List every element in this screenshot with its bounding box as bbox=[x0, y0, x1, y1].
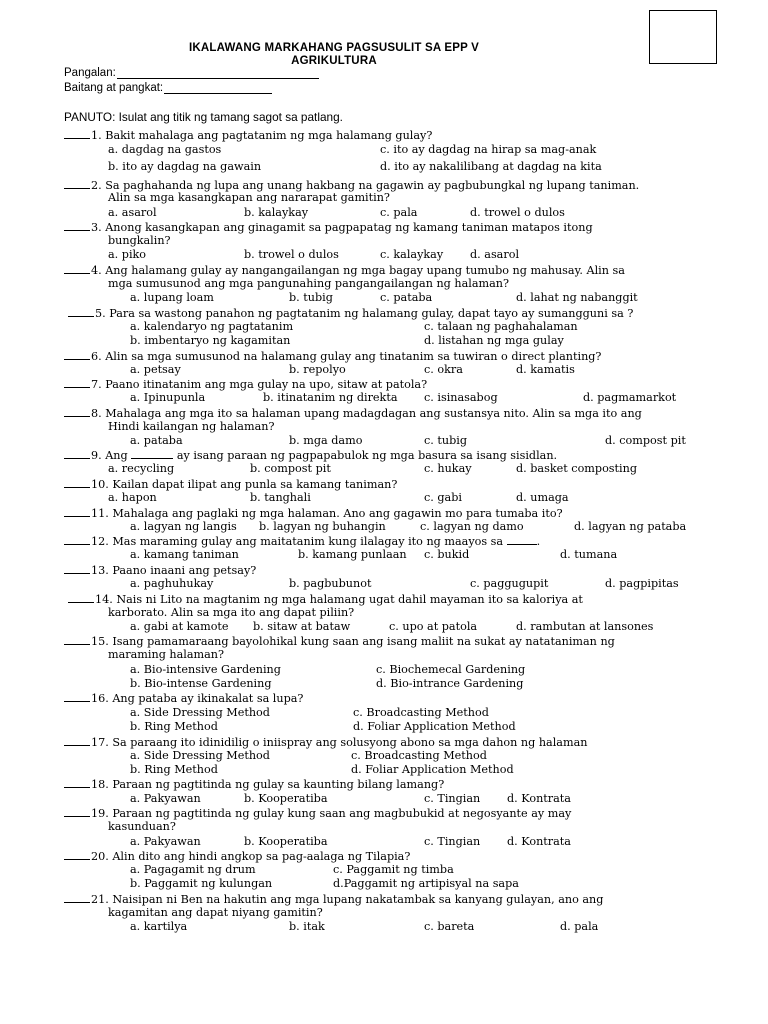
option: a. Ipinupunla bbox=[130, 391, 206, 404]
answer-blank[interactable] bbox=[64, 691, 90, 702]
option: c. hukay bbox=[424, 462, 472, 475]
question-14-cont: karborato. Alin sa mga ito ang dapat piliin? bbox=[108, 606, 355, 619]
option: b. pagbubunot bbox=[289, 577, 372, 590]
answer-blank[interactable] bbox=[68, 306, 94, 317]
answer-blank[interactable] bbox=[64, 377, 90, 388]
question-1: 1. Bakit mahalaga ang pagtatanim ng mga halamang gulay? bbox=[64, 128, 432, 143]
option: a. dagdag na gastos bbox=[108, 143, 222, 156]
option: c. kalaykay bbox=[380, 248, 444, 261]
question-2-cont: Alin sa mga kasangkapan ang nararapat gamitin? bbox=[108, 191, 390, 204]
name-field[interactable] bbox=[64, 67, 319, 79]
answer-blank[interactable] bbox=[64, 735, 90, 746]
option: d. ito ay nakalilibang at dagdag na kita bbox=[380, 160, 602, 173]
option: c. Tingian bbox=[424, 835, 481, 848]
option: d.Paggamit ng artipisyal na sapa bbox=[333, 877, 519, 890]
option: c. ito ay dagdag na hirap sa mag-anak bbox=[380, 143, 597, 156]
question-8-cont: Hindi kailangan ng halaman? bbox=[108, 420, 275, 433]
option: b. imbentaryo ng kagamitan bbox=[130, 334, 291, 347]
question-3: 3. Anong kasangkapan ang ginagamit sa pagpapatag ng kamang taniman matapos itong bbox=[64, 220, 593, 235]
grade-section-field[interactable] bbox=[64, 82, 272, 94]
option: d. trowel o dulos bbox=[470, 206, 565, 219]
option: b. itak bbox=[289, 920, 325, 933]
answer-blank[interactable] bbox=[64, 406, 90, 417]
option: a. Pakyawan bbox=[130, 792, 201, 805]
option: a. lagyan ng langis bbox=[130, 520, 237, 533]
option: d. basket composting bbox=[516, 462, 637, 475]
option: d. compost pit bbox=[605, 434, 686, 447]
option: a. recycling bbox=[108, 462, 175, 475]
option: b. compost pit bbox=[250, 462, 331, 475]
question-5: 5. Para sa wastong panahon ng pagtatanim ng halamang gulay, dapat tayo ay sumangguni sa ? bbox=[68, 306, 633, 321]
question-6: 6. Alin sa mga sumusunod na halamang gulay ang tinatanim sa tuwiran o direct planting? bbox=[64, 349, 601, 364]
option: b. Kooperatiba bbox=[244, 835, 328, 848]
option: a. petsay bbox=[130, 363, 181, 376]
answer-blank[interactable] bbox=[68, 592, 94, 603]
option: a. kalendaryo ng pagtatanim bbox=[130, 320, 294, 333]
option: a. hapon bbox=[108, 491, 157, 504]
question-4: 4. Ang halamang gulay ay nangangailangan ng mga bagay upang tumubo ng mahusay. Alin sa bbox=[64, 263, 625, 278]
question-4-cont: mga sumusunod ang mga pangunahing pangangailangan ng halaman? bbox=[108, 277, 509, 290]
fill-in-blank[interactable] bbox=[507, 534, 537, 545]
question-10: 10. Kailan dapat ilipat ang punla sa kamang taniman? bbox=[64, 477, 397, 492]
option: d. asarol bbox=[470, 248, 520, 261]
option: a. gabi at kamote bbox=[130, 620, 229, 633]
option: d. lagyan ng pataba bbox=[574, 520, 687, 533]
option: c. bareta bbox=[424, 920, 475, 933]
question-18: 18. Paraan ng pagtitinda ng gulay sa kaunting bilang lamang? bbox=[64, 777, 444, 792]
answer-blank[interactable] bbox=[64, 448, 90, 459]
option: c. paggugupit bbox=[470, 577, 549, 590]
option: d. listahan ng mga gulay bbox=[424, 334, 564, 347]
question-16: 16. Ang pataba ay ikinakalat sa lupa? bbox=[64, 691, 303, 706]
answer-blank[interactable] bbox=[64, 806, 90, 817]
grade-label: Baitang at pangkat: bbox=[64, 82, 164, 94]
question-3-cont: bungkalin? bbox=[108, 234, 171, 247]
option: d. Foliar Application Method bbox=[353, 720, 516, 733]
option: d. Bio-intrance Gardening bbox=[376, 677, 524, 690]
answer-blank[interactable] bbox=[64, 349, 90, 360]
option: d. lahat ng nabanggit bbox=[516, 291, 638, 304]
question-8: 8. Mahalaga ang mga ito sa halaman upang madagdagan ang sustansya nito. Alin sa mga ito ang bbox=[64, 406, 642, 421]
option: c. Paggamit ng timba bbox=[333, 863, 454, 876]
option: a. asarol bbox=[108, 206, 157, 219]
option: c. bukid bbox=[424, 548, 470, 561]
option: b. sitaw at bataw bbox=[253, 620, 351, 633]
option: c. Broadcasting Method bbox=[351, 749, 487, 762]
exam-title: IKALAWANG MARKAHANG PAGSUSULIT SA EPP V bbox=[189, 42, 479, 54]
option: a. Bio-intensive Gardening bbox=[130, 663, 281, 676]
option: b. Ring Method bbox=[130, 763, 218, 776]
fill-in-blank[interactable] bbox=[131, 448, 173, 459]
answer-blank[interactable] bbox=[64, 634, 90, 645]
option: b. tubig bbox=[289, 291, 333, 304]
option: c. lagyan ng damo bbox=[420, 520, 524, 533]
question-15-cont: maraming halaman? bbox=[108, 648, 225, 661]
option: d. tumana bbox=[560, 548, 618, 561]
question-11: 11. Mahalaga ang paglaki ng mga halaman. Ano ang gagawin mo para tumaba ito? bbox=[64, 506, 563, 521]
option: b. repolyo bbox=[289, 363, 346, 376]
answer-blank[interactable] bbox=[64, 892, 90, 903]
option: a. kartilya bbox=[130, 920, 188, 933]
option: d. kamatis bbox=[516, 363, 575, 376]
instructions: PANUTO: Isulat ang titik ng tamang sagot sa patlang. bbox=[64, 110, 343, 124]
option: b. itinatanim ng direkta bbox=[263, 391, 398, 404]
option: c. isinasabog bbox=[424, 391, 498, 404]
answer-blank[interactable] bbox=[64, 563, 90, 574]
option: c. gabi bbox=[424, 491, 462, 504]
option: d. Kontrata bbox=[507, 792, 571, 805]
answer-blank[interactable] bbox=[64, 849, 90, 860]
option: d. Foliar Application Method bbox=[351, 763, 514, 776]
answer-blank[interactable] bbox=[64, 506, 90, 517]
question-7: 7. Paano itinatanim ang mga gulay na upo, sitaw at patola? bbox=[64, 377, 427, 392]
option: d. rambutan at lansones bbox=[516, 620, 654, 633]
option: b. kalaykay bbox=[244, 206, 309, 219]
question-19-cont: kasunduan? bbox=[108, 820, 176, 833]
option: c. tubig bbox=[424, 434, 467, 447]
option: b. tanghali bbox=[250, 491, 311, 504]
question-13: 13. Paano inaani ang petsay? bbox=[64, 563, 256, 578]
question-14: 14. Nais ni Lito na magtanim ng mga halamang ugat dahil mayaman ito sa kaloriya at bbox=[68, 592, 583, 607]
option: b. Ring Method bbox=[130, 720, 218, 733]
question-12: 12. Mas maraming gulay ang maitatanim kung ilalagay ito ng maayos sa . bbox=[64, 534, 540, 549]
option: c. upo at patola bbox=[389, 620, 478, 633]
option: a. Side Dressing Method bbox=[130, 706, 270, 719]
exam-subtitle: AGRIKULTURA bbox=[291, 55, 377, 67]
answer-blank[interactable] bbox=[64, 777, 90, 788]
option: c. Biochemecal Gardening bbox=[376, 663, 526, 676]
answer-blank[interactable] bbox=[64, 178, 90, 189]
option: a. Pakyawan bbox=[130, 835, 201, 848]
option: b. Bio-intense Gardening bbox=[130, 677, 272, 690]
option: a. pataba bbox=[130, 434, 183, 447]
question-20: 20. Alin dito ang hindi angkop sa pag-aalaga ng Tilapia? bbox=[64, 849, 410, 864]
answer-blank[interactable] bbox=[64, 220, 90, 231]
option: c. Broadcasting Method bbox=[353, 706, 489, 719]
question-21-cont: kagamitan ang dapat niyang gamitin? bbox=[108, 906, 323, 919]
option: b. Paggamit ng kulungan bbox=[130, 877, 273, 890]
name-line[interactable] bbox=[117, 67, 319, 79]
question-9: 9. Ang ay isang paraan ng pagpapabulok ng mga basura sa isang sisidlan. bbox=[64, 448, 557, 463]
option: d. pagmamarkot bbox=[583, 391, 677, 404]
option: b. mga damo bbox=[289, 434, 363, 447]
question-21: 21. Naisipan ni Ben na hakutin ang mga lupang nakatambak sa kanyang gulayan, ano ang bbox=[64, 892, 603, 907]
option: a. lupang loam bbox=[130, 291, 214, 304]
option: d. umaga bbox=[516, 491, 569, 504]
question-19: 19. Paraan ng pagtitinda ng gulay kung saan ang magbubukid at negosyante ay may bbox=[64, 806, 571, 821]
option: a. piko bbox=[108, 248, 147, 261]
option: d. Kontrata bbox=[507, 835, 571, 848]
grade-line[interactable] bbox=[164, 82, 272, 94]
option: b. kamang punlaan bbox=[298, 548, 407, 561]
answer-blank[interactable] bbox=[64, 534, 90, 545]
name-label: Pangalan: bbox=[64, 67, 116, 79]
option: a. paghuhukay bbox=[130, 577, 214, 590]
option: a. Side Dressing Method bbox=[130, 749, 270, 762]
option: c. pataba bbox=[380, 291, 433, 304]
option: b. ito ay dagdag na gawain bbox=[108, 160, 262, 173]
answer-blank[interactable] bbox=[64, 263, 90, 274]
option: c. okra bbox=[424, 363, 463, 376]
score-box bbox=[649, 10, 717, 64]
option: d. pagpipitas bbox=[605, 577, 679, 590]
option: b. trowel o dulos bbox=[244, 248, 339, 261]
option: a. Pagagamit ng drum bbox=[130, 863, 256, 876]
option: c. pala bbox=[380, 206, 418, 219]
question-2: 2. Sa paghahanda ng lupa ang unang hakbang na gagawin ay pagbubungkal ng lupang taniman. bbox=[64, 178, 639, 193]
option: c. Tingian bbox=[424, 792, 481, 805]
answer-blank[interactable] bbox=[64, 477, 90, 488]
question-15: 15. Isang pamamaraang bayolohikal kung saan ang isang maliit na sukat ay natataniman ng bbox=[64, 634, 615, 649]
option: a. kamang taniman bbox=[130, 548, 239, 561]
option: d. pala bbox=[560, 920, 599, 933]
option: b. Kooperatiba bbox=[244, 792, 328, 805]
option: c. talaan ng paghahalaman bbox=[424, 320, 578, 333]
answer-blank[interactable] bbox=[64, 128, 90, 139]
option: b. lagyan ng buhangin bbox=[259, 520, 386, 533]
question-17: 17. Sa paraang ito idinidilig o iniispray ang solusyong abono sa mga dahon ng halaman bbox=[64, 735, 587, 750]
